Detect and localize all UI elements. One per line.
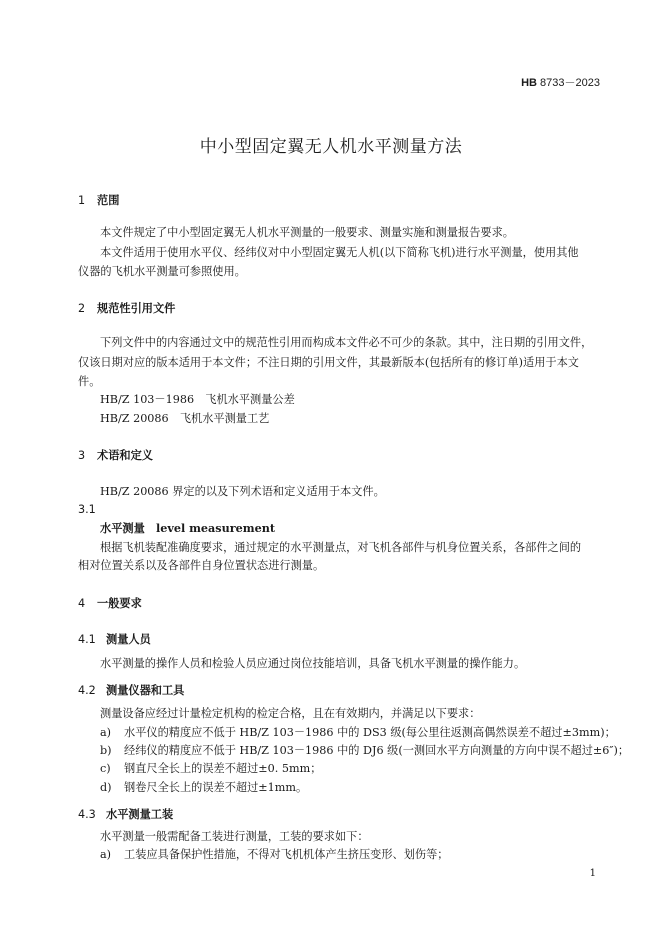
list-item: a) 工装应具备保护性措施，不得对飞机机体产生挤压变形、划伤等； — [100, 848, 449, 861]
normative-reference-1: HB/Z 103－1986 飞机水平测量公差 — [100, 393, 295, 406]
list-item: d) 钢卷尺全长上的误差不超过±1mm。 — [100, 781, 308, 794]
section-2-paragraph-line-3: 件。 — [78, 375, 101, 388]
list-item: b) 经纬仪的精度应不低于 HB/Z 103－1986 中的 DJ6 级(一测回水平方向测量的方向中误不超过±6″)； — [100, 744, 630, 757]
list-item: c) 钢直尺全长上的误差不超过±0. 5mm； — [100, 762, 322, 775]
standard-number: 8733－2023 — [540, 77, 600, 89]
section-3-heading: 3 术语和定义 — [78, 449, 153, 462]
section-2-heading: 2 规范性引用文件 — [78, 302, 176, 315]
section-1-paragraph-1: 本文件规定了中小型固定翼无人机水平测量的一般要求、测量实施和测量报告要求。 — [100, 226, 514, 239]
section-4-2-heading: 4.2 测量仪器和工具 — [78, 684, 185, 697]
section-1-heading: 1 范围 — [78, 194, 120, 207]
section-2-paragraph-line-2: 仅该日期对应的版本适用于本文件；不注日期的引用文件，其最新版本(包括所有的修订单)适用于本文 — [78, 356, 579, 369]
list-item: a) 水平仪的精度应不低于 HB/Z 103－1986 中的 DS3 级(每公里往返测高偶然误差不超过±3mm)； — [100, 726, 616, 739]
section-4-3-paragraph: 水平测量一般需配备工装进行测量，工装的要求如下： — [100, 830, 369, 843]
term-english: level measurement — [155, 521, 276, 535]
term-3-1-heading — [100, 521, 275, 536]
section-4-1-paragraph: 水平测量的操作人员和检验人员应通过岗位技能培训，具备飞机水平测量的操作能力。 — [100, 657, 526, 670]
page-number: 1 — [589, 868, 596, 879]
section-2-paragraph-line-1: 下列文件中的内容通过文中的规范性引用而构成本文件必不可少的条款。其中，注日期的引用文件， — [100, 336, 593, 349]
section-4-heading: 4 一般要求 — [78, 597, 142, 610]
term-chinese: 水平测量 — [100, 521, 145, 535]
section-4-3-heading: 4.3 水平测量工装 — [78, 808, 174, 821]
section-4-1-heading: 4.1 测量人员 — [78, 633, 151, 646]
term-3-1-number: 3.1 — [78, 503, 96, 516]
section-1-paragraph-2-line-2: 仪器的飞机水平测量可参照使用。 — [78, 265, 246, 278]
document-header — [521, 74, 600, 90]
normative-reference-2: HB/Z 20086 飞机水平测量工艺 — [100, 412, 270, 425]
section-3-intro: HB/Z 20086 界定的以及下列术语和定义适用于本文件。 — [100, 485, 385, 498]
section-1-paragraph-2-line-1: 本文件适用于使用水平仪、经纬仪对中小型固定翼无人机(以下简称飞机)进行水平测量，使用其他 — [100, 246, 579, 259]
standard-code: HB — [521, 77, 537, 89]
document-title: 中小型固定翼无人机水平测量方法 — [199, 137, 463, 157]
term-3-1-definition-line-2: 相对位置关系以及各部件自身位置状态进行测量。 — [78, 559, 325, 572]
section-4-2-paragraph: 测量设备应经过计量检定机构的检定合格，且在有效期内，并满足以下要求： — [100, 707, 481, 720]
term-3-1-definition-line-1: 根据飞机装配准确度要求，通过规定的水平测量点，对飞机各部件与机身位置关系，各部件之间的 — [100, 541, 582, 554]
